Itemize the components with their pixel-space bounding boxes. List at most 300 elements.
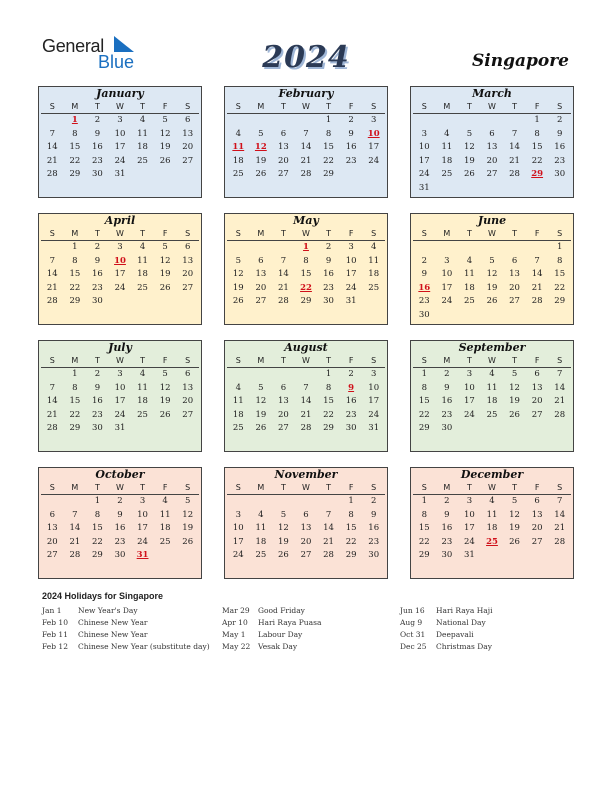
weekday-label: T bbox=[466, 356, 472, 365]
holiday-date: Apr 10 bbox=[222, 618, 248, 627]
day-cell: 19 bbox=[255, 155, 267, 166]
day-cell: 29 bbox=[69, 296, 81, 307]
day-cell: 16 bbox=[345, 142, 357, 153]
weekday-label: F bbox=[162, 102, 168, 111]
holiday-name: Chinese New Year bbox=[78, 630, 148, 639]
day-cell: 19 bbox=[278, 536, 289, 547]
holiday-date: Jun 16 bbox=[400, 606, 425, 615]
day-cell: 13 bbox=[531, 382, 543, 393]
day-cell: 15 bbox=[418, 523, 430, 534]
weekday-label: F bbox=[162, 356, 168, 365]
holiday-name: Vesak Day bbox=[258, 642, 298, 651]
day-cell: 24 bbox=[464, 536, 475, 547]
day-cell: 20 bbox=[46, 536, 58, 547]
day-cell: 23 bbox=[92, 409, 103, 420]
day-cell: 9 bbox=[94, 128, 101, 139]
day-cell: 24 bbox=[114, 282, 126, 293]
holiday-date: Jan 1 bbox=[42, 606, 62, 615]
empty-day-cell bbox=[413, 241, 436, 255]
empty-day-cell bbox=[41, 241, 64, 255]
day-cell: 16 bbox=[92, 142, 103, 153]
weekday-label: M bbox=[257, 229, 265, 238]
day-cell: 11 bbox=[441, 142, 453, 153]
day-cell: 8 bbox=[325, 128, 332, 139]
day-cell: 11 bbox=[486, 509, 498, 520]
day-cell: 1 bbox=[534, 115, 540, 125]
day-cell: 21 bbox=[554, 523, 566, 534]
day-cell: 2 bbox=[348, 115, 354, 125]
day-cell: 6 bbox=[49, 509, 55, 520]
day-cell: 7 bbox=[49, 128, 55, 139]
empty-day-cell bbox=[41, 495, 64, 509]
day-cell: 12 bbox=[509, 509, 520, 520]
day-cell: 17 bbox=[441, 282, 453, 293]
day-cell: 13 bbox=[509, 269, 520, 280]
day-cell: 25 bbox=[368, 282, 380, 293]
day-cell: 6 bbox=[303, 509, 309, 520]
day-cell: 9 bbox=[444, 509, 450, 520]
day-cell: 8 bbox=[421, 382, 427, 393]
day-cell: 16 bbox=[441, 396, 453, 407]
day-cell: 24 bbox=[418, 169, 430, 180]
day-cell: 19 bbox=[486, 282, 498, 293]
holiday-date: Aug 9 bbox=[400, 618, 423, 627]
weekday-label: F bbox=[348, 483, 354, 492]
day-cell: 31 bbox=[368, 423, 380, 434]
weekday-header bbox=[227, 482, 385, 495]
day-cell: 28 bbox=[554, 409, 566, 420]
day-cell: 12 bbox=[159, 255, 171, 266]
day-cell: 11 bbox=[255, 523, 267, 534]
day-cell: 14 bbox=[554, 382, 566, 393]
weekday-label: S bbox=[235, 483, 241, 492]
weekday-label: S bbox=[49, 356, 55, 365]
day-cell: 4 bbox=[139, 115, 146, 125]
weekday-header bbox=[41, 355, 199, 368]
day-cell: 24 bbox=[137, 536, 148, 547]
holiday-day-cell: 10 bbox=[367, 128, 380, 139]
weekday-label: W bbox=[116, 483, 124, 492]
weekday-label: S bbox=[371, 102, 377, 111]
day-cell: 31 bbox=[464, 550, 475, 561]
day-cell: 18 bbox=[464, 282, 475, 293]
day-cell: 7 bbox=[303, 128, 309, 139]
day-cell: 13 bbox=[46, 523, 58, 534]
holiday-date: Oct 31 bbox=[400, 630, 426, 639]
day-cell: 17 bbox=[418, 155, 430, 166]
day-cell: 18 bbox=[232, 155, 244, 166]
day-cell: 27 bbox=[278, 423, 289, 434]
weekday-header bbox=[227, 355, 385, 368]
weekday-label: F bbox=[348, 102, 354, 111]
day-cell: 7 bbox=[325, 509, 332, 520]
month-name: January bbox=[96, 87, 144, 100]
day-cell: 29 bbox=[69, 423, 81, 434]
day-cell: 30 bbox=[345, 423, 357, 434]
day-cell: 15 bbox=[69, 142, 81, 153]
day-cell: 5 bbox=[235, 255, 241, 266]
holiday-day-cell: 1 bbox=[71, 115, 78, 125]
day-cell: 14 bbox=[46, 269, 58, 280]
day-grid bbox=[227, 241, 385, 309]
empty-day-cell bbox=[295, 368, 318, 382]
day-cell: 27 bbox=[46, 550, 58, 561]
weekday-label: F bbox=[348, 356, 354, 365]
weekday-header bbox=[227, 101, 385, 114]
day-cell: 20 bbox=[486, 155, 498, 166]
month-name: February bbox=[278, 87, 334, 100]
weekday-label: M bbox=[71, 483, 79, 492]
day-cell: 8 bbox=[72, 128, 78, 139]
day-cell: 12 bbox=[232, 269, 244, 280]
logo-text-blue: Blue bbox=[98, 52, 135, 72]
day-cell: 14 bbox=[46, 142, 58, 153]
day-cell: 27 bbox=[531, 536, 543, 547]
day-cell: 13 bbox=[300, 523, 312, 534]
weekday-header bbox=[41, 101, 199, 114]
day-cell: 15 bbox=[531, 142, 543, 153]
day-cell: 27 bbox=[509, 296, 520, 307]
day-cell: 21 bbox=[531, 282, 543, 293]
day-cell: 23 bbox=[418, 296, 430, 307]
day-cell: 7 bbox=[303, 382, 309, 393]
day-cell: 10 bbox=[114, 128, 126, 139]
day-cell: 1 bbox=[556, 242, 563, 252]
day-cell: 21 bbox=[323, 536, 334, 547]
empty-day-cell bbox=[272, 495, 295, 509]
day-cell: 9 bbox=[94, 382, 101, 393]
day-cell: 8 bbox=[303, 255, 309, 266]
empty-day-cell bbox=[250, 495, 273, 509]
day-cell: 3 bbox=[370, 369, 377, 379]
holiday-date: Mar 29 bbox=[222, 606, 250, 615]
day-cell: 16 bbox=[92, 269, 103, 280]
holiday-day-cell: 29 bbox=[531, 169, 544, 180]
day-cell: 13 bbox=[531, 509, 543, 520]
holiday-day-cell: 10 bbox=[114, 255, 126, 266]
day-cell: 4 bbox=[489, 496, 495, 506]
day-cell: 22 bbox=[69, 409, 81, 420]
holiday-name: Labour Day bbox=[258, 630, 303, 639]
day-cell: 25 bbox=[159, 536, 171, 547]
day-cell: 23 bbox=[345, 155, 357, 166]
weekday-label: W bbox=[302, 356, 310, 365]
day-cell: 4 bbox=[235, 382, 241, 393]
day-cell: 11 bbox=[137, 255, 148, 266]
day-cell: 23 bbox=[114, 536, 126, 547]
day-cell: 6 bbox=[280, 382, 287, 393]
day-cell: 7 bbox=[72, 509, 78, 520]
weekday-label: T bbox=[326, 356, 331, 365]
day-grid bbox=[227, 495, 385, 563]
empty-day-cell bbox=[227, 495, 250, 509]
empty-day-cell bbox=[413, 114, 436, 128]
day-cell: 21 bbox=[46, 282, 58, 293]
day-cell: 11 bbox=[486, 382, 498, 393]
day-cell: 3 bbox=[117, 369, 123, 379]
day-cell: 9 bbox=[370, 509, 377, 520]
empty-day-cell bbox=[250, 241, 273, 255]
day-cell: 13 bbox=[182, 128, 194, 139]
weekday-label: T bbox=[280, 356, 286, 365]
day-cell: 21 bbox=[300, 409, 312, 420]
empty-day-cell bbox=[272, 368, 295, 382]
day-cell: 11 bbox=[137, 382, 148, 393]
weekday-label: F bbox=[534, 356, 540, 365]
day-cell: 25 bbox=[441, 169, 453, 180]
day-cell: 2 bbox=[94, 242, 101, 252]
empty-day-cell bbox=[436, 114, 459, 128]
day-cell: 26 bbox=[159, 409, 171, 420]
weekday-label: T bbox=[466, 229, 472, 238]
day-cell: 10 bbox=[441, 269, 453, 280]
day-cell: 15 bbox=[345, 523, 357, 534]
weekday-label: S bbox=[557, 483, 563, 492]
day-cell: 3 bbox=[235, 509, 241, 520]
calendar-year-title: 2024 bbox=[262, 40, 350, 75]
day-cell: 3 bbox=[370, 115, 377, 125]
day-cell: 6 bbox=[184, 242, 191, 252]
empty-day-cell bbox=[64, 495, 87, 509]
day-cell: 2 bbox=[556, 115, 563, 125]
day-cell: 10 bbox=[368, 382, 380, 393]
day-cell: 16 bbox=[323, 269, 334, 280]
day-cell: 11 bbox=[232, 396, 244, 407]
holiday-date: May 22 bbox=[222, 642, 251, 651]
day-cell: 29 bbox=[418, 550, 430, 561]
day-cell: 1 bbox=[421, 496, 427, 506]
day-cell: 26 bbox=[486, 296, 498, 307]
day-cell: 10 bbox=[464, 382, 475, 393]
day-cell: 11 bbox=[137, 128, 148, 139]
day-cell: 5 bbox=[511, 496, 518, 506]
day-cell: 21 bbox=[300, 155, 312, 166]
day-cell: 27 bbox=[300, 550, 312, 561]
day-cell: 5 bbox=[511, 369, 518, 379]
day-cell: 11 bbox=[368, 255, 380, 266]
month-january bbox=[38, 86, 202, 198]
day-cell: 24 bbox=[114, 409, 126, 420]
weekday-label: F bbox=[534, 483, 540, 492]
day-cell: 26 bbox=[159, 282, 171, 293]
day-cell: 20 bbox=[300, 536, 312, 547]
empty-day-cell bbox=[458, 114, 481, 128]
day-cell: 25 bbox=[255, 550, 267, 561]
day-cell: 29 bbox=[323, 423, 334, 434]
weekday-label: W bbox=[488, 229, 496, 238]
day-cell: 28 bbox=[46, 169, 58, 180]
day-cell: 7 bbox=[556, 369, 563, 379]
holiday-date: Feb 10 bbox=[42, 618, 68, 627]
day-cell: 12 bbox=[278, 523, 289, 534]
month-name: August bbox=[284, 341, 328, 354]
month-september bbox=[410, 340, 574, 452]
empty-day-cell bbox=[295, 114, 318, 128]
month-name: December bbox=[460, 468, 524, 481]
day-cell: 12 bbox=[255, 396, 267, 407]
empty-day-cell bbox=[503, 241, 526, 255]
day-cell: 12 bbox=[486, 269, 498, 280]
day-cell: 9 bbox=[556, 128, 563, 139]
day-cell: 18 bbox=[137, 269, 148, 280]
holiday-day-cell: 31 bbox=[136, 550, 149, 561]
weekday-label: T bbox=[140, 356, 145, 365]
day-cell: 18 bbox=[441, 155, 453, 166]
day-cell: 6 bbox=[184, 369, 191, 379]
day-cell: 21 bbox=[69, 536, 81, 547]
day-cell: 9 bbox=[117, 509, 123, 520]
weekday-label: W bbox=[116, 229, 124, 238]
day-cell: 28 bbox=[554, 536, 566, 547]
weekday-label: S bbox=[371, 483, 377, 492]
weekday-label: F bbox=[534, 229, 540, 238]
empty-day-cell bbox=[41, 368, 64, 382]
day-cell: 16 bbox=[441, 523, 453, 534]
holiday-name: Deepavali bbox=[436, 630, 474, 639]
day-cell: 26 bbox=[255, 169, 267, 180]
day-cell: 3 bbox=[444, 255, 450, 266]
weekday-label: S bbox=[371, 229, 377, 238]
day-cell: 2 bbox=[94, 369, 101, 379]
weekday-header bbox=[413, 355, 571, 368]
holiday-day-cell: 12 bbox=[254, 142, 267, 153]
month-august bbox=[224, 340, 388, 452]
day-cell: 28 bbox=[509, 169, 520, 180]
day-cell: 18 bbox=[137, 142, 148, 153]
months-grid bbox=[38, 86, 576, 581]
month-name: October bbox=[95, 468, 145, 481]
day-cell: 29 bbox=[418, 423, 430, 434]
weekday-label: M bbox=[71, 102, 79, 111]
day-cell: 4 bbox=[489, 369, 495, 379]
day-cell: 2 bbox=[370, 496, 377, 506]
weekday-label: S bbox=[421, 356, 427, 365]
month-name: November bbox=[274, 468, 338, 481]
day-cell: 24 bbox=[368, 409, 380, 420]
day-grid bbox=[413, 114, 571, 196]
day-cell: 3 bbox=[466, 369, 473, 379]
day-cell: 12 bbox=[464, 142, 475, 153]
holidays-title: 2024 Holidays for Singapore bbox=[42, 591, 164, 601]
day-cell: 17 bbox=[345, 269, 357, 280]
empty-day-cell bbox=[481, 114, 504, 128]
day-cell: 22 bbox=[323, 155, 334, 166]
weekday-header bbox=[41, 228, 199, 241]
weekday-label: M bbox=[443, 483, 451, 492]
weekday-label: M bbox=[257, 356, 265, 365]
weekday-label: S bbox=[49, 483, 55, 492]
weekday-label: W bbox=[302, 483, 310, 492]
day-cell: 14 bbox=[531, 269, 543, 280]
day-cell: 13 bbox=[278, 142, 289, 153]
day-cell: 27 bbox=[255, 296, 267, 307]
day-cell: 25 bbox=[464, 296, 475, 307]
day-cell: 10 bbox=[114, 382, 126, 393]
day-cell: 17 bbox=[137, 523, 148, 534]
day-cell: 14 bbox=[300, 142, 312, 153]
holiday-day-cell: 25 bbox=[486, 536, 498, 547]
day-cell: 4 bbox=[444, 128, 450, 139]
day-cell: 3 bbox=[466, 496, 473, 506]
day-grid bbox=[413, 368, 571, 436]
day-cell: 15 bbox=[300, 269, 312, 280]
day-cell: 7 bbox=[511, 128, 518, 139]
weekday-label: S bbox=[557, 229, 563, 238]
day-cell: 15 bbox=[92, 523, 103, 534]
day-cell: 19 bbox=[232, 282, 244, 293]
day-cell: 28 bbox=[69, 550, 81, 561]
weekday-header bbox=[41, 482, 199, 495]
weekday-label: T bbox=[512, 356, 517, 365]
day-cell: 10 bbox=[137, 509, 148, 520]
day-grid bbox=[41, 495, 199, 563]
weekday-label: S bbox=[49, 229, 55, 238]
weekday-label: T bbox=[326, 102, 331, 111]
empty-day-cell bbox=[503, 114, 526, 128]
day-cell: 26 bbox=[278, 550, 289, 561]
empty-day-cell bbox=[272, 114, 295, 128]
day-cell: 25 bbox=[232, 423, 244, 434]
day-cell: 22 bbox=[531, 155, 543, 166]
day-cell: 2 bbox=[94, 115, 101, 125]
day-cell: 18 bbox=[137, 396, 148, 407]
day-cell: 4 bbox=[370, 242, 377, 252]
day-cell: 17 bbox=[114, 396, 126, 407]
day-cell: 30 bbox=[441, 550, 453, 561]
country-title: Singapore bbox=[472, 51, 569, 71]
day-cell: 5 bbox=[258, 128, 264, 139]
day-cell: 31 bbox=[114, 169, 126, 180]
weekday-label: S bbox=[185, 356, 191, 365]
day-cell: 29 bbox=[92, 550, 103, 561]
day-cell: 30 bbox=[554, 169, 566, 180]
day-cell: 9 bbox=[94, 255, 101, 266]
day-cell: 27 bbox=[182, 155, 194, 166]
day-cell: 19 bbox=[159, 269, 171, 280]
weekday-label: T bbox=[326, 483, 331, 492]
day-cell: 22 bbox=[418, 536, 430, 547]
weekday-label: S bbox=[49, 102, 55, 111]
weekday-label: F bbox=[162, 483, 168, 492]
day-cell: 26 bbox=[232, 296, 244, 307]
day-cell: 20 bbox=[182, 142, 194, 153]
day-cell: 17 bbox=[368, 396, 380, 407]
day-cell: 25 bbox=[137, 282, 148, 293]
day-cell: 7 bbox=[49, 382, 55, 393]
weekday-label: F bbox=[162, 229, 168, 238]
month-may bbox=[224, 213, 388, 325]
day-cell: 14 bbox=[69, 523, 81, 534]
day-cell: 18 bbox=[255, 536, 267, 547]
day-cell: 23 bbox=[368, 536, 380, 547]
day-cell: 24 bbox=[464, 409, 475, 420]
holiday-name: Hari Raya Puasa bbox=[258, 618, 322, 627]
weekday-label: S bbox=[185, 102, 191, 111]
day-cell: 27 bbox=[278, 169, 289, 180]
empty-day-cell bbox=[295, 495, 318, 509]
day-cell: 13 bbox=[255, 269, 267, 280]
day-cell: 7 bbox=[534, 255, 540, 266]
day-cell: 4 bbox=[139, 369, 146, 379]
weekday-label: F bbox=[534, 102, 540, 111]
logo-text-general: General bbox=[42, 36, 104, 56]
day-cell: 26 bbox=[509, 536, 520, 547]
month-name: June bbox=[477, 214, 507, 227]
day-cell: 16 bbox=[368, 523, 380, 534]
day-cell: 16 bbox=[345, 396, 357, 407]
day-grid bbox=[227, 114, 385, 182]
day-cell: 28 bbox=[278, 296, 289, 307]
